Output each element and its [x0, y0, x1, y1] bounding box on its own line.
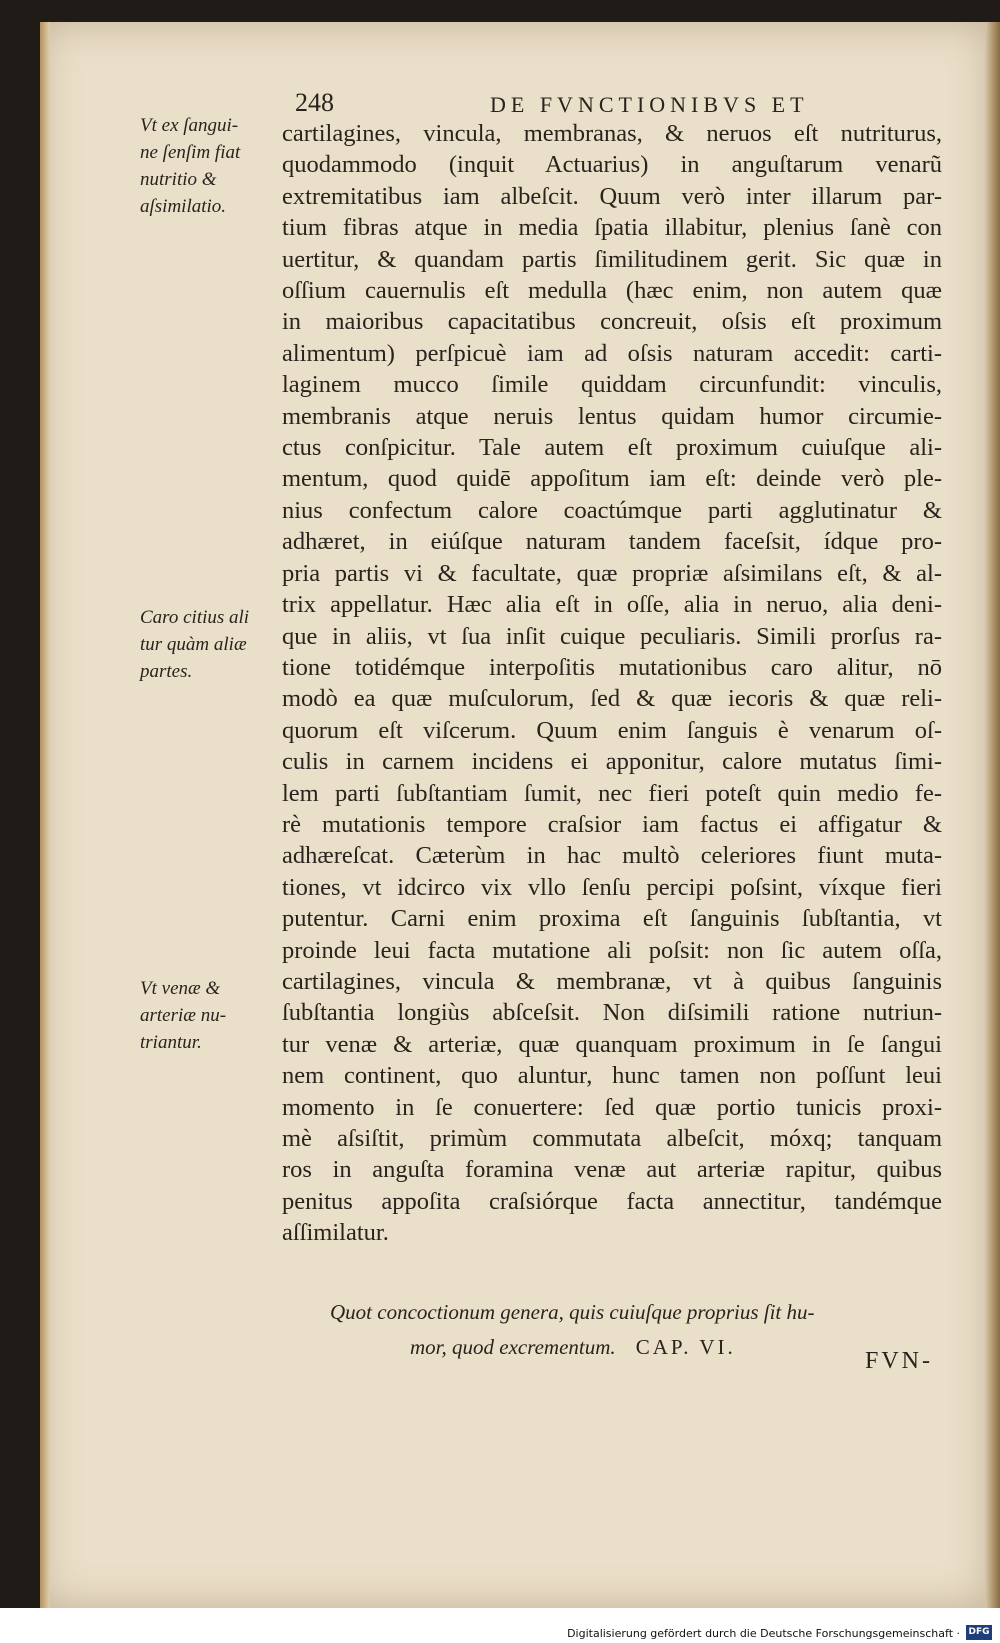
page-number: 248 [295, 88, 334, 117]
text-line: oſſium cauernulis eſt medulla (hæc enim, non autem quæ [282, 277, 942, 305]
text-line: pria partis vi & facultate, quæ propriæ aſsimilans eſt, & al- [282, 559, 942, 587]
text-line: quodammodo (inquit Actuarius) in anguſtarum venarũ [282, 151, 942, 179]
chapter-number: CAP. VI. [635, 1335, 736, 1359]
text-line: tium fibras atque in media ſpatia illabitur, plenius ſanè con [282, 214, 942, 242]
text-line: tur venæ & arteriæ, quæ quanquam proximum in ſe ſangui [282, 1030, 942, 1058]
marginal-note-flesh: Caro citius ali tur quàm aliæ partes. [140, 607, 250, 682]
dfg-logo: DFG [966, 1625, 992, 1640]
text-line: quorum eſt viſcerum. Quum enim ſanguis è venarum oſ- [282, 716, 942, 744]
body-text [282, 118, 942, 1249]
chapter-heading-line-1: Quot concoctionum genera, quis cuiuſque proprius ſit hu- [330, 1300, 815, 1324]
text-line: penitus appoſita craſsiórque facta annectitur, tandémque [282, 1187, 942, 1215]
page-gutter-edge [40, 22, 50, 1608]
text-line: nem continent, quo aluntur, hunc tamen non poſſunt leui [282, 1062, 942, 1090]
text-line: alimentum) perſpicuè iam ad oſsis naturam accedit: carti- [282, 339, 942, 367]
running-head-title: DE FVNCTIONIBVS ET [490, 92, 809, 117]
text-line: tiones, vt idcirco vix vllo ſenſu percipi poſsint, víxque fieri [282, 873, 942, 901]
text-line: aſſimilatur. [282, 1219, 389, 1247]
text-line: membranis atque neruis lentus quidam humor circumie- [282, 402, 942, 430]
text-line: que in aliis, vt ſua inſit cuique peculiaris. Simili prorſus ra- [282, 622, 942, 650]
text-line: mentum, quod quidē appoſitum iam eſt: deinde verò ple- [282, 465, 942, 493]
text-line: adhæret, in eiúſque naturam tandem faceſsit, ídque pro- [282, 528, 942, 556]
text-line: modò ea quæ muſculorum, ſed & quæ iecoris & quæ reli- [282, 685, 942, 713]
text-line: culis in carnem incidens ei apponitur, calore mutatus ſimi- [282, 748, 942, 776]
catchword: FVN- [865, 1348, 934, 1374]
chapter-heading-line-2: mor, quod excrementum. CAP. VI. [410, 1335, 736, 1359]
text-line: uertitur, & quandam partis ſimilitudinem gerit. Sic quæ in [282, 245, 942, 273]
text-line: lem parti ſubſtantiam ſumit, nec fieri poteſt quin medio fe- [282, 779, 942, 807]
text-line: proinde leui facta mutatione ali poſsit: non ſic autem oſſa, [282, 936, 942, 964]
text-line: mè aſsiſtit, primùm commutata albeſcit, móxq; tanquam [282, 1125, 942, 1152]
text-line: tione totidémque interpoſitis mutationibus caro alitur, nō [282, 653, 942, 681]
text-line: cartilagines, vincula & membranæ, vt à quibus ſanguinis [282, 967, 942, 995]
text-line: extremitatibus iam albeſcit. Quum verò inter illarum par- [282, 182, 942, 210]
text-line: nius confectum calore coactúmque parti agglutinatur & [282, 496, 942, 524]
marginal-note-veins: Vt venæ & arteriæ nu- triantur. [140, 978, 227, 1053]
text-line: laginem mucco ſimile quiddam circunfundit: vinculis, [282, 371, 942, 399]
chapter-heading [330, 1295, 910, 1365]
text-line: ſubſtantia longiùs abſceſsit. Non diſsimili ratione nutriun- [282, 999, 942, 1027]
text-line: in maioribus capacitatibus concreuit, oſsis eſt proximum [282, 308, 942, 336]
text-line: trix appellatur. Hæc alia eſt in oſſe, alia in neruo, alia deni- [282, 591, 942, 619]
text-line: putentur. Carni enim proxima eſt ſanguinis ſubſtantia, vt [282, 905, 942, 933]
text-line: cartilagines, vincula, membranas, & neruos eſt nutriturus, [282, 120, 942, 147]
text-line: adhæreſcat. Cæterùm in hac multò celeriores fiunt muta- [282, 842, 942, 870]
text-line: momento in ſe conuertere: ſed quæ portio tunicis proxi- [282, 1093, 942, 1121]
marginal-note-nutrition: Vt ex ſangui- ne ſenſim fiat nutritio & aſsimilatio. [140, 115, 241, 217]
text-line: rè mutationis tempore craſsior iam factus ei affigatur & [282, 810, 942, 838]
page-fore-edge [985, 22, 1000, 1608]
text-line: ros in anguſta foramina venæ aut arteriæ rapitur, quibus [282, 1156, 942, 1184]
footer-credit: Digitalisierung gefördert durch die Deutsche Forschungsgemeinschaft · [567, 1627, 960, 1640]
text-line: ctus conſpicitur. Tale autem eſt proximum cuiuſque ali- [282, 434, 942, 462]
